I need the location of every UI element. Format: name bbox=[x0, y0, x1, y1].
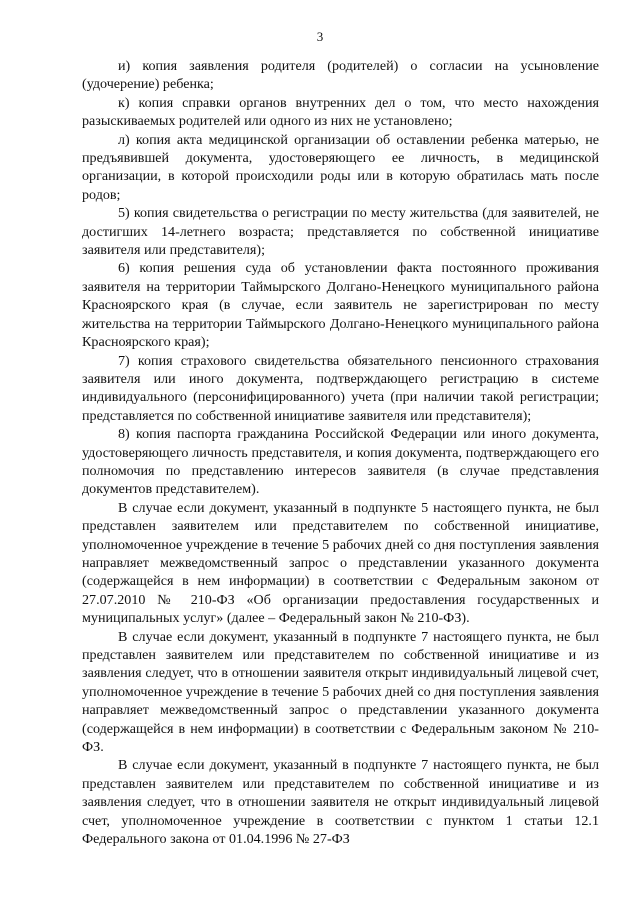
paragraph-item-i: и) копия заявления родителя (родителей) о согласии на усыновление (удочерение) ребенка; bbox=[82, 58, 599, 93]
paragraph-case-subitem-5: В случае если документ, указанный в подпункте 5 настоящего пункта, не был представлен заявителем или представителем по собственной инициативе, уполномоченное учреждение в течение 5 рабочих дней со дня поступления заявления направляет межведомственный запрос о представлении указанного документа (содержащейся в нем информации) в соответствии с Федеральным законом от 27.07.2010 № 210-ФЗ «Об организации предоставления государственных и муниципальных услуг» (далее – Федеральный закон № 210-ФЗ). bbox=[82, 499, 599, 627]
paragraph-item-6: 6) копия решения суда об установлении факта постоянного проживания заявителя на территории Таймырского Долгано-Ненецкого муниципального района Красноярского края (в случае, если заявитель не зарегистрирован по месту жительства на территории Таймырского Долгано-Ненецкого муниципального района Красноярского края); bbox=[82, 260, 599, 351]
page-number: 3 bbox=[316, 29, 324, 44]
paragraph-item-k: к) копия справки органов внутренних дел о том, что место нахождения разыскиваемых родителей или одного из них не установлено; bbox=[82, 94, 599, 130]
paragraph-case-subitem-7-open: В случае если документ, указанный в подпункте 7 настоящего пункта, не был представлен заявителем или представителем по собственной инициативе и из заявления следует, что в отношении заявителя открыт индивидуальный лицевой счет, уполномоченное учреждение в течение 5 рабочих дней со дня поступления заявления направляет межведомственный запрос о представлении указанного документа (содержащейся в нем информации) в соответствии с Федеральным законом № 210-ФЗ. bbox=[82, 628, 599, 756]
paragraph-item-8: 8) копия паспорта гражданина Российской Федерации или иного документа, удостоверяющего личность представителя, и копия документа, подтверждающего его полномочия по представлению интересов заявителя (в случае представления документов представителем). bbox=[82, 426, 599, 498]
document-body bbox=[82, 57, 599, 848]
paragraph-item-l: л) копия акта медицинской организации об оставлении ребенка матерью, не предъявившей документа, удостоверяющего ее личность, в медицинской организации, в которой происходили роды или в которую обратилась мать после родов; bbox=[82, 131, 599, 203]
paragraph-case-subitem-7-not-open: В случае если документ, указанный в подпункте 7 настоящего пункта, не был представлен заявителем или представителем по собственной инициативе и из заявления следует, что в отношении заявителя не открыт индивидуальный лицевой счет, уполномоченное учреждение в соответствии с пунктом 1 статьи 12.1 Федерального закона от 01.04.1996 № 27-ФЗ bbox=[82, 757, 599, 848]
paragraph-item-5: 5) копия свидетельства о регистрации по месту жительства (для заявителей, не достигших 14-летнего возраста; представляется по собственной инициативе заявителя или представителя); bbox=[82, 205, 599, 259]
paragraph-item-7: 7) копия страхового свидетельства обязательного пенсионного страхования заявителя или иного документа, подтверждающего регистрацию в системе индивидуального (персонифицированного) учета (при наличии такой регистрации; представляется по собственной инициативе заявителя или представителя); bbox=[82, 352, 599, 424]
